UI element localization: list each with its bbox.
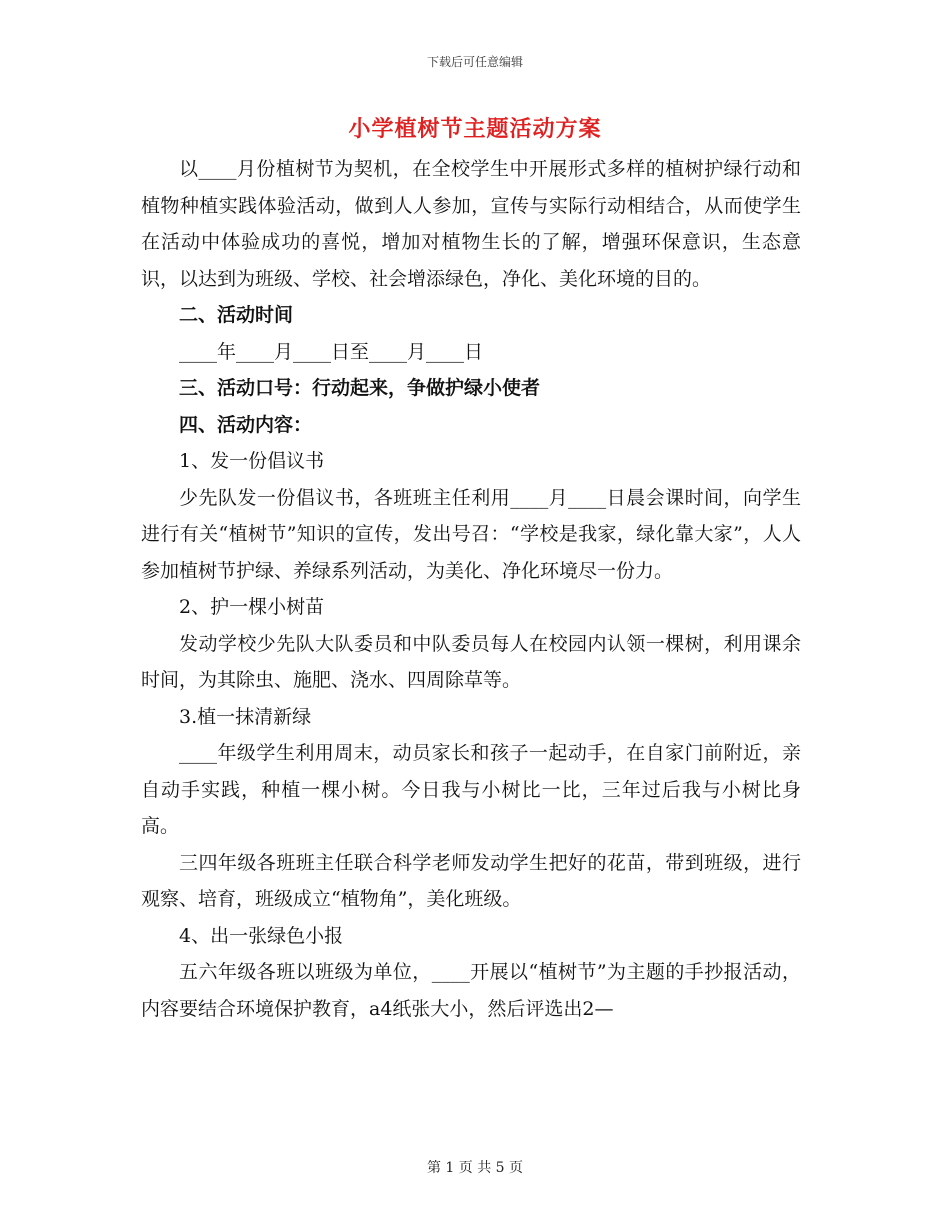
item-paragraph-planting-2: 三四年级各班班主任联合科学老师发动学生把好的花苗，带到班级，进行观察、培育，班级成立“植物角”，美化班级。 <box>141 851 801 910</box>
item-paragraph-sapling: 发动学校少先队大队委员和中队委员每人在校园内认领一棵树，利用课余时间，为其除虫、施肥、浇水、四周除草等。 <box>141 632 801 691</box>
section-heading-time: 二、活动时间 <box>179 304 294 326</box>
page-number: 第 1 页 共 5 页 <box>426 1160 524 1176</box>
activity-date-line: ____年____月____日至____月____日 <box>179 340 484 363</box>
section-heading-slogan: 三、活动口号：行动起来，争做护绿小使者 <box>179 377 541 399</box>
item-paragraph-newspaper: 五六年级各班以班级为单位，____开展以“植树节”为主题的手抄报活动，内容要结合环境保护教育，a4纸张大小，然后评选出2— <box>141 961 801 1020</box>
intro-paragraph: 以____月份植树节为契机，在全校学生中开展形式多样的植树护绿行动和植物种植实践体验活动，做到人人参加，宣传与实际行动相结合，从而使学生在活动中体验成功的喜悦，增加对植物生长的了解，增强环保意识，生态意识，以达到为班级、学校、社会增添绿色，净化、美化环境的目的。 <box>141 158 801 290</box>
item-paragraph-proposal: 少先队发一份倡议书，各班班主任利用____月____日晨会课时间，向学生进行有关“植树节”知识的宣传，发出号召：“学校是我家，绿化靠大家”，人人参加植树节护绿、养绿系列活动，为美化、净化环境尽一份力。 <box>141 486 801 582</box>
item-heading-proposal: 1、发一份倡议书 <box>179 450 325 472</box>
item-heading-sapling: 2、护一棵小树苗 <box>179 596 325 618</box>
item-paragraph-planting-1: ____年级学生利用周末，动员家长和孩子一起动手，在自家门前附近，亲自动手实践，种植一棵小树。今日我与小树比一比，三年过后我与小树比身高。 <box>141 742 801 837</box>
header-note: 下载后可任意编辑 <box>426 55 523 69</box>
section-heading-content: 四、活动内容： <box>179 413 313 436</box>
item-heading-newspaper: 4、出一张绿色小报 <box>179 924 344 947</box>
document-body <box>141 151 801 1027</box>
document-title: 小学植树节主题活动方案 <box>348 116 602 142</box>
item-heading-planting: 3.植一抹清新绿 <box>179 705 312 728</box>
